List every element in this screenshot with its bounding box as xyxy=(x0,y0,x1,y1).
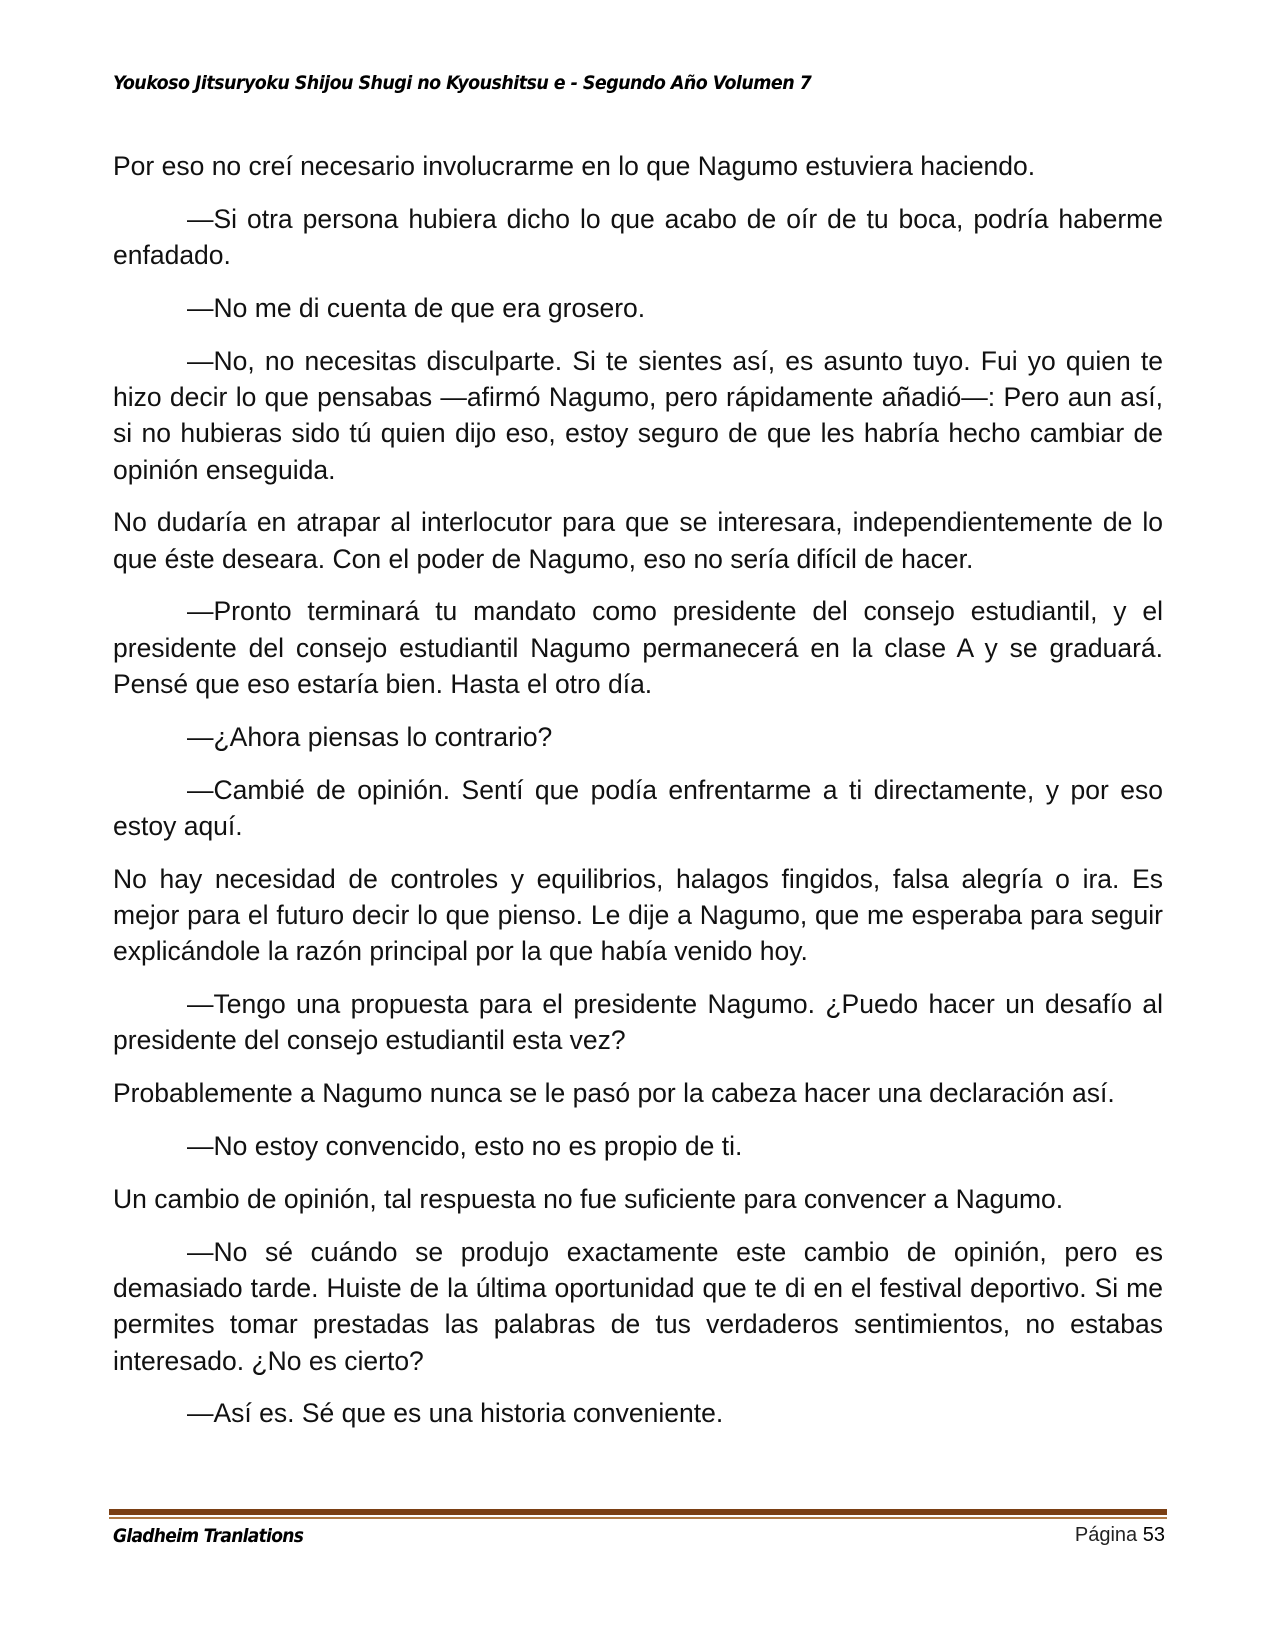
page-number: 53 xyxy=(1142,1524,1165,1546)
running-header: Youkoso Jitsuryoku Shijou Shugi no Kyoushitsu e - Segundo Año Volumen 7 xyxy=(113,72,812,94)
footer-divider-thick xyxy=(109,1509,1167,1515)
paragraph: No hay necesidad de controles y equilibrios, halagos fingidos, falsa alegría o ira. Es mejor para el futuro decir lo que pienso. Le dije a Nagumo, que me esperaba para seguir explicándole la razón principal por la que había venido hoy. xyxy=(113,863,1163,967)
paragraph: Un cambio de opinión, tal respuesta no fue suficiente para convencer a Nagumo. xyxy=(113,1183,1064,1214)
paragraph: Probablemente a Nagumo nunca se le pasó por la cabeza hacer una declaración así. xyxy=(113,1078,1115,1109)
footer-publisher: Gladheim Tranlations xyxy=(113,1525,304,1547)
dialog-paragraph: —No estoy convencido, esto no es propio de ti. xyxy=(187,1131,743,1162)
dialog-paragraph: —Pronto terminará tu mandato como presidente del consejo estudiantil, y el presidente del consejo estudiantil Nagumo permanecerá en la clase A y se graduará. Pensé que eso estaría bien. Hasta el otro día. xyxy=(113,596,1163,700)
page-number-label xyxy=(1075,1524,1165,1547)
paragraph: No dudaría en atrapar al interlocutor para que se interesara, independientemente de lo que éste deseara. Con el poder de Nagumo, eso no sería difícil de hacer. xyxy=(113,507,1163,574)
dialog-paragraph: —No, no necesitas disculparte. Si te sientes así, es asunto tuyo. Fui yo quien te hizo decir lo que pensabas —afirmó Nagumo, pero rápidamente añadió—: Pero aun así, si no hubieras sido tú quien dijo eso, estoy seguro de que les habría hecho cambiar de opinión enseguida. xyxy=(113,345,1163,485)
body-text xyxy=(113,148,1163,1448)
dialog-paragraph: —¿Ahora piensas lo contrario? xyxy=(187,721,553,752)
dialog-paragraph: —No sé cuándo se produjo exactamente este cambio de opinión, pero es demasiado tarde. Huiste de la última oportunidad que te di en el festival deportivo. Si me permites tomar prestadas las palabras de tus verdaderos sentimientos, no estabas interesado. ¿No es cierto? xyxy=(113,1236,1163,1376)
footer-divider-thin xyxy=(109,1517,1167,1519)
dialog-paragraph: —No me di cuenta de que era grosero. xyxy=(187,292,646,323)
paragraph: Por eso no creí necesario involucrarme en lo que Nagumo estuviera haciendo. xyxy=(113,151,1036,181)
dialog-paragraph: —Así es. Sé que es una historia conveniente. xyxy=(187,1398,724,1429)
dialog-paragraph: —Tengo una propuesta para el presidente Nagumo. ¿Puedo hacer un desafío al presidente del consejo estudiantil esta vez? xyxy=(113,989,1163,1056)
footer-divider xyxy=(109,1509,1167,1520)
dialog-paragraph: —Si otra persona hubiera dicho lo que acabo de oír de tu boca, podría haberme enfadado. xyxy=(113,203,1163,271)
page-label: Página xyxy=(1074,1524,1138,1546)
dialog-paragraph: —Cambié de opinión. Sentí que podía enfrentarme a ti directamente, y por eso estoy aquí. xyxy=(113,774,1163,841)
